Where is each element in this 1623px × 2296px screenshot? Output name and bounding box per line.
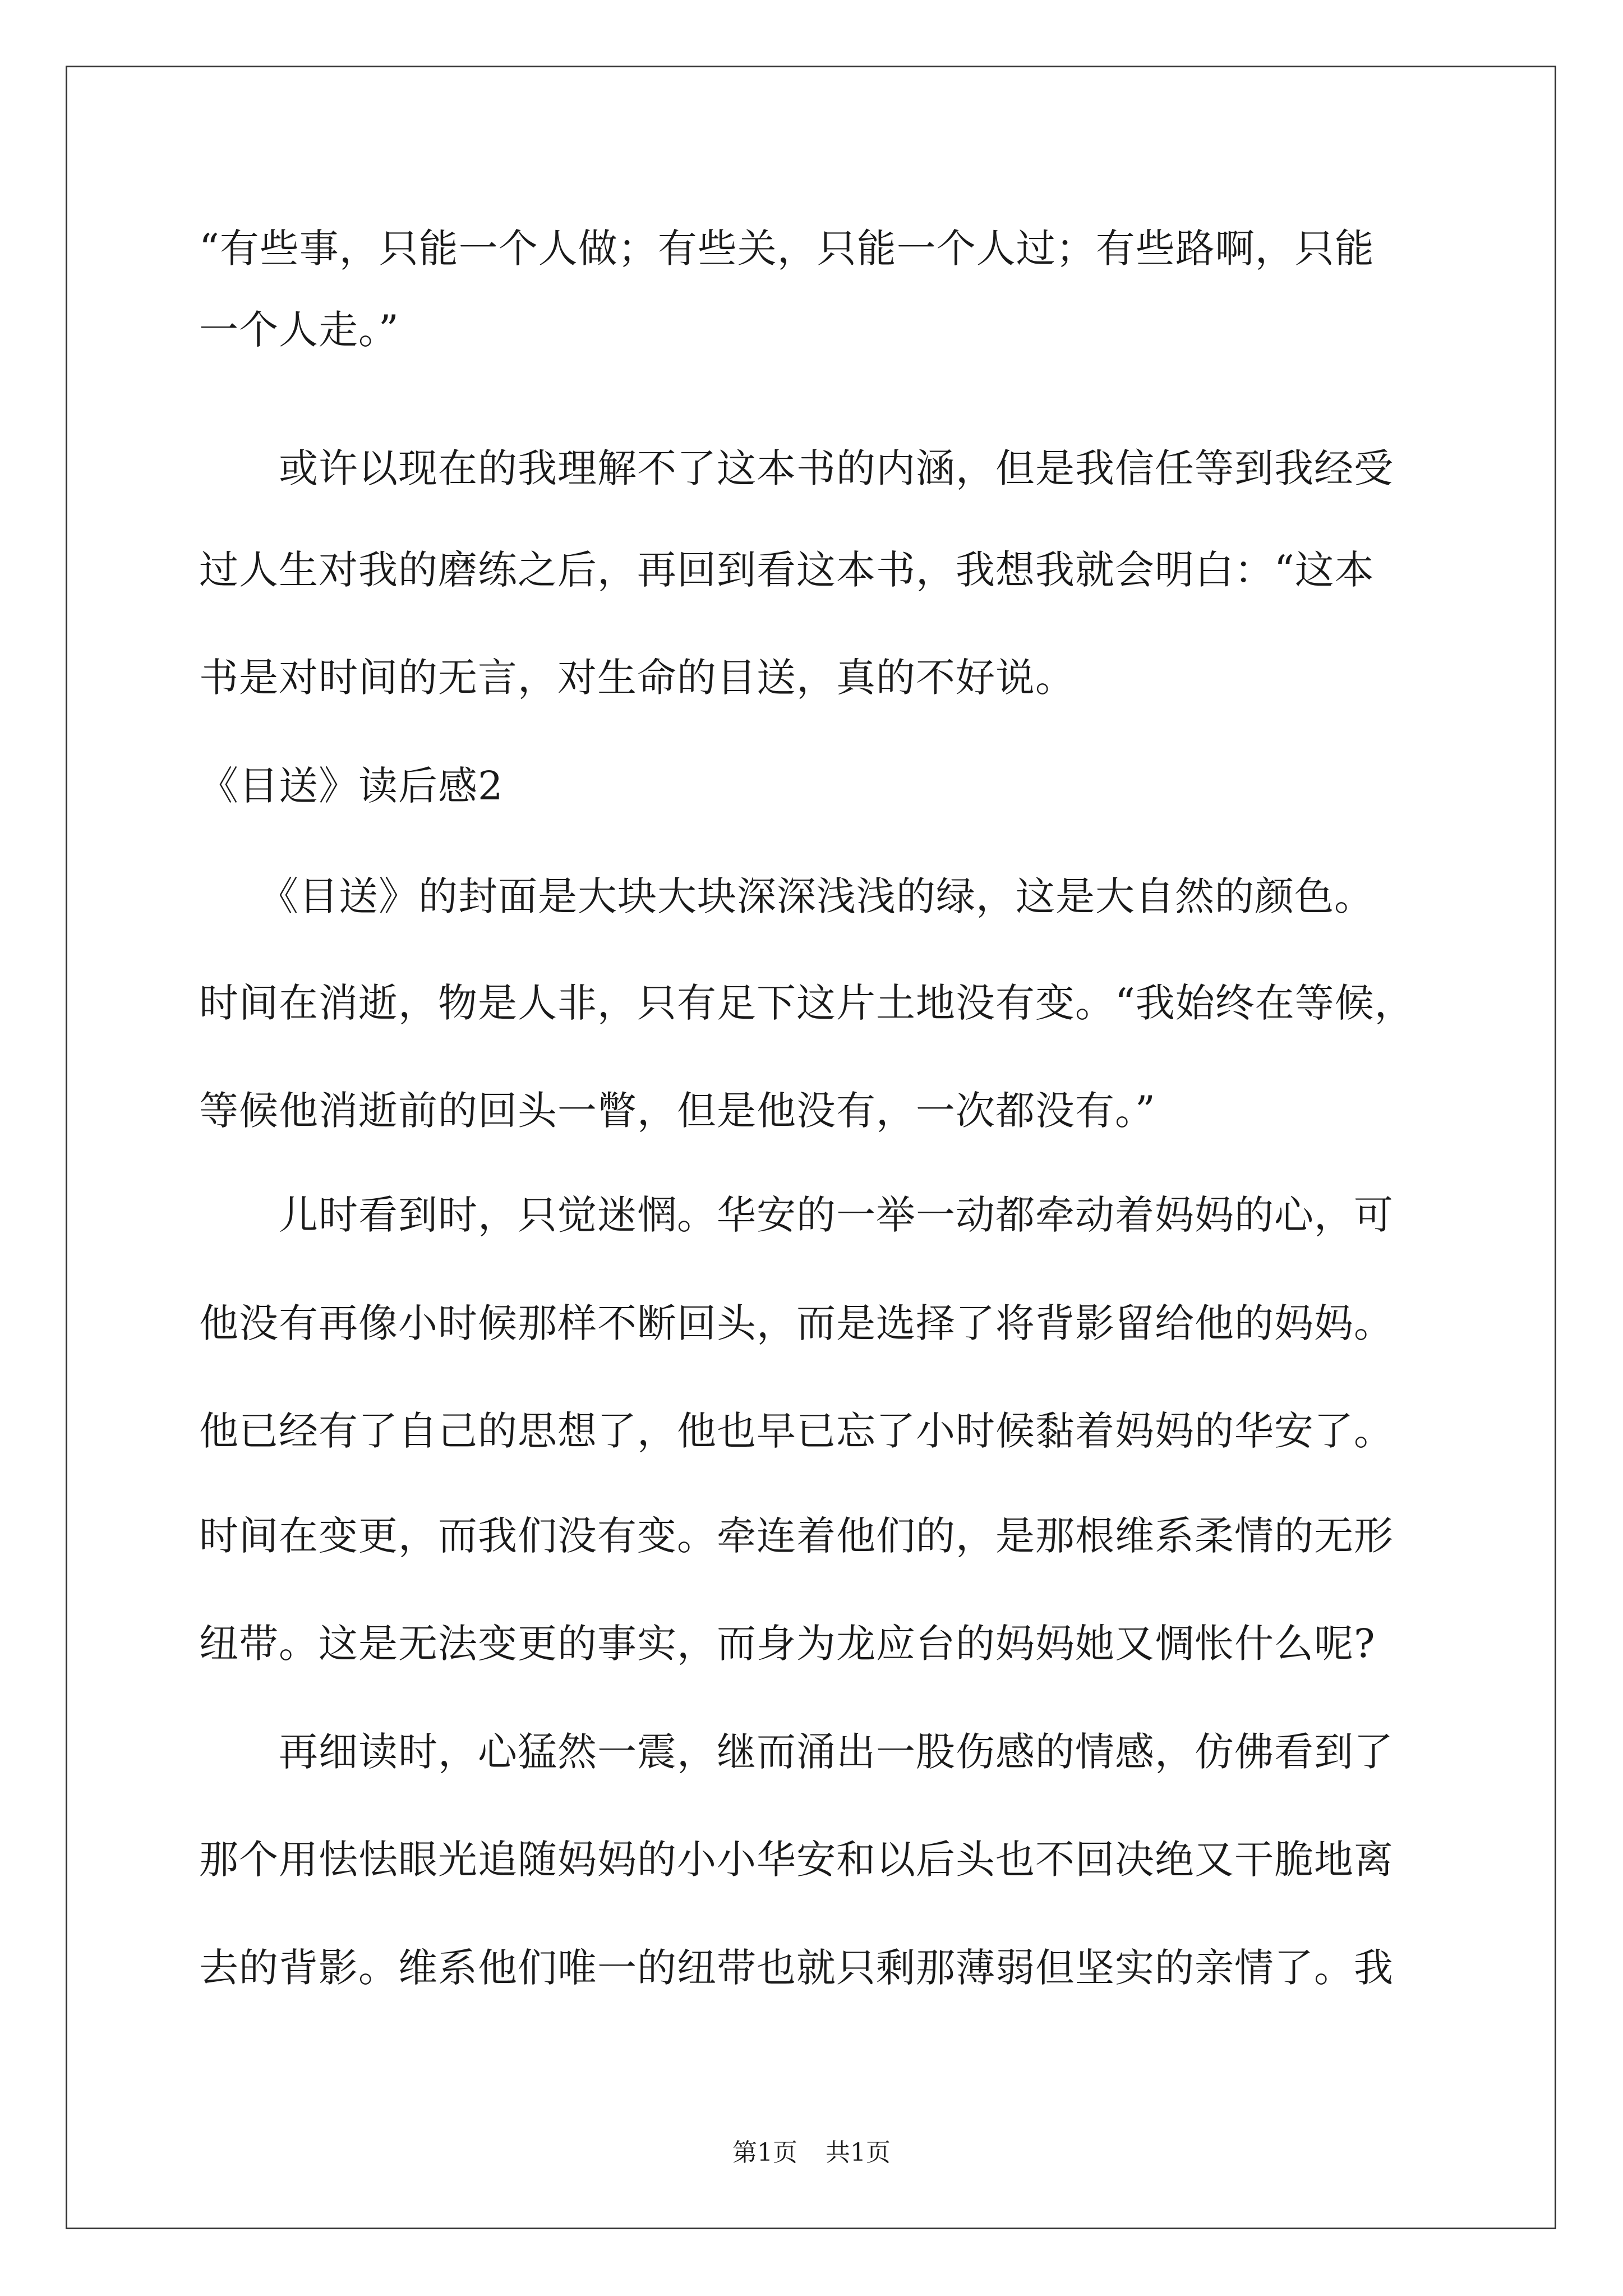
text-line: 儿时看到时，只觉迷惘。华安的一举一动都牵动着妈妈的心，可: [199, 1192, 1394, 1238]
text-line: 纽带。这是无法变更的事实，而身为龙应台的妈妈她又惆怅什么呢?: [199, 1621, 1376, 1667]
page-footer: [0, 2136, 1623, 2170]
section-heading: 《目送》读后感2: [199, 763, 504, 809]
text-line: 时间在变更，而我们没有变。牵连着他们的，是那根维系柔情的无形: [199, 1513, 1394, 1559]
text-line: 他没有再像小时候那样不断回头，而是选择了将背影留给他的妈妈。: [199, 1300, 1394, 1346]
text-line: 或许以现在的我理解不了这本书的内涵，但是我信任等到我经受: [199, 445, 1394, 491]
page-number-current: 第1页: [732, 2138, 797, 2167]
page-border: [66, 66, 1556, 2229]
text-line: 一个人走。”: [199, 307, 399, 353]
text-line: 《目送》的封面是大块大块深深浅浅的绿，这是大自然的颜色。: [199, 873, 1374, 919]
text-line: 他已经有了自己的思想了，他也早已忘了小时候黏着妈妈的华安了。: [199, 1408, 1394, 1454]
text-line: 再细读时，心猛然一震，继而涌出一股伤感的情感，仿佛看到了: [199, 1729, 1394, 1775]
text-line: 等候他消逝前的回头一瞥，但是他没有，一次都没有。”: [199, 1088, 1156, 1134]
text-line: “有些事，只能一个人做；有些关，只能一个人过；有些路啊，只能: [199, 226, 1375, 272]
text-line: 那个用怯怯眼光追随妈妈的小小华安和以后头也不回决绝又干脆地离: [199, 1837, 1394, 1883]
text-line: 时间在消逝，物是人非，只有足下这片土地没有变。“我始终在等候，: [199, 980, 1414, 1026]
text-line: 书是对时间的无言，对生命的目送，真的不好说。: [199, 655, 1075, 701]
text-line: 过人生对我的磨练之后，再回到看这本书，我想我就会明白：“这本: [199, 547, 1375, 593]
page-number-total: 共1页: [826, 2138, 891, 2167]
text-line: 去的背影。维系他们唯一的纽带也就只剩那薄弱但坚实的亲情了。我: [199, 1945, 1394, 1991]
